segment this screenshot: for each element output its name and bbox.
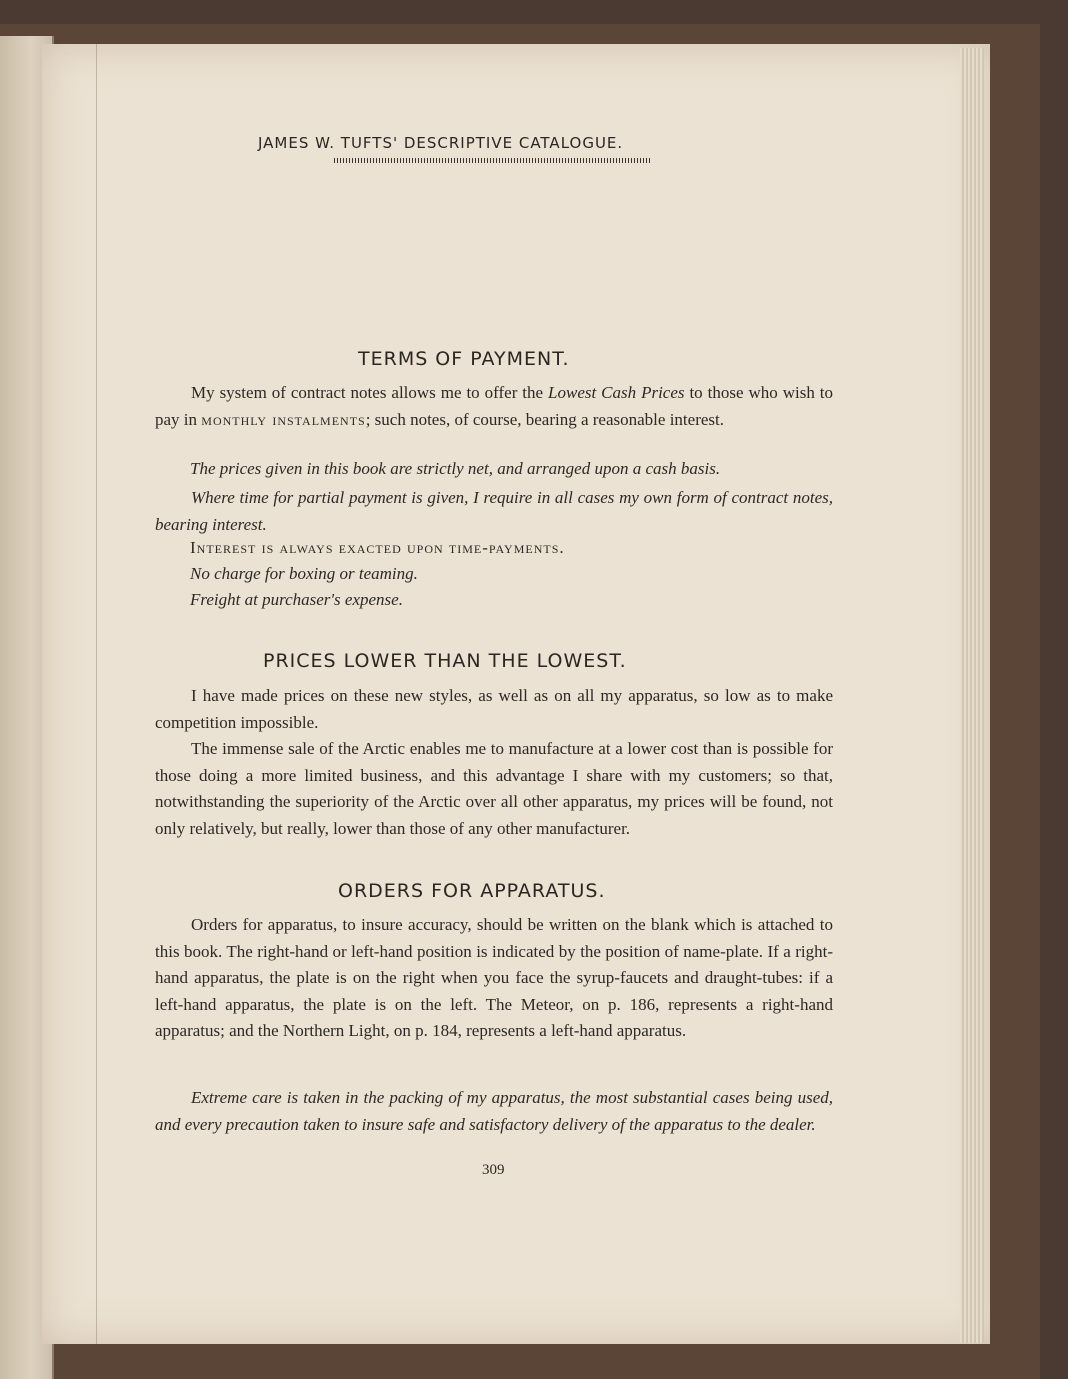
terms-paragraph-4: Interest is always exacted upon time-payments. [190,538,565,557]
orders-paragraph-1: Orders for apparatus, to insure accuracy, should be written on the blank which is attached to this book. The right-hand or left-hand position is indicated by the position of name-plate. If a right-hand apparatus, the plate is on the right when you face the syrup-faucets and draught-tubes: if a left-hand apparatus, the plate is on the left. The Meteor, on p. 186, represents a right-hand apparatus; and the Northern Light, on p. 184, represents a left-hand apparatus. [155,915,833,1040]
page-stack-edge [960,48,984,1343]
terms-p1-italic: Lowest Cash Prices [548,383,685,402]
terms-paragraph-3: Where time for partial payment is given, I require in all cases my own form of contract notes, bearing interest. [155,488,833,534]
orders-paragraph-2: Extreme care is taken in the packing of my apparatus, the most substantial cases being used, and every precaution taken to insure safe and satisfactory delivery of the apparatus to the dealer. [155,1088,833,1134]
prices-paragraph-1: I have made prices on these new styles, as well as on all my apparatus, so low as to make competition impossible. [155,686,833,732]
running-head: JAMES W. TUFTS' DESCRIPTIVE CATALOGUE. [258,134,624,152]
page-number: 309 [482,1162,505,1178]
terms-paragraph-1 [155,380,833,433]
orders-heading: ORDERS FOR APPARATUS. [338,880,606,902]
terms-heading: TERMS OF PAYMENT. [358,348,570,370]
terms-paragraph-5: No charge for boxing or teaming. [190,564,418,583]
terms-p1-a: My system of contract notes allows me to offer the [191,383,549,402]
decorative-rule [334,158,650,163]
terms-p1-b: to those who wish to pay in [155,383,833,429]
prices-heading: PRICES LOWER THAN THE LOWEST. [263,650,627,672]
gutter-fold [96,44,97,1344]
terms-paragraph-6: Freight at purchaser's expense. [190,590,403,609]
terms-p1-smallcaps: monthly instalments [201,409,366,429]
terms-paragraph-2: The prices given in this book are strictly net, and arranged upon a cash basis. [190,459,721,478]
terms-p1-c: ; such notes, of course, bearing a reasonable interest. [365,409,724,429]
prices-paragraph-2: The immense sale of the Arctic enables me to manufacture at a lower cost than is possible for those doing a more limited business, and this advantage I share with my customers; so that, notwithstanding the superiority of the Arctic over all other apparatus, my prices will be found, not only relatively, but really, lower than those of any other manufacturer. [155,739,833,838]
